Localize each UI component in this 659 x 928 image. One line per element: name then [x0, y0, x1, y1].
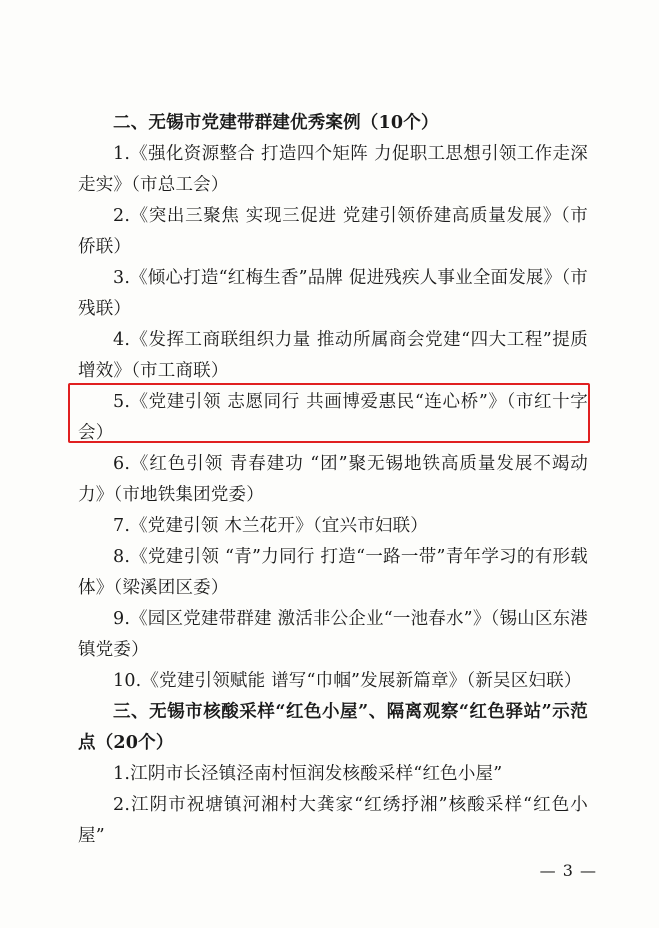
- document-body: [78, 108, 588, 852]
- list-item-2-1: 1.《强化资源整合 打造四个矩阵 力促职工思想引领工作走深走实》（市总工会）: [78, 144, 588, 195]
- list-item-2-9: 9.《园区党建带群建 激活非公企业“一池春水”》（锡山区东港镇党委）: [78, 609, 588, 660]
- list-item-2-2: 2.《突出三聚焦 实现三促进 党建引领侨建高质量发展》（市侨联）: [78, 206, 588, 257]
- list-item-2-4: 4.《发挥工商联组织力量 推动所属商会党建“四大工程”提质增效》（市工商联）: [78, 330, 588, 381]
- list-item-2-3: 3.《倾心打造“红梅生香”品牌 促进残疾人事业全面发展》（市残联）: [78, 268, 588, 319]
- list-item-2-10: 10.《党建引领赋能 谱写“巾帼”发展新篇章》（新吴区妇联）: [113, 671, 582, 691]
- section-heading-three: 三、无锡市核酸采样“红色小屋”、隔离观察“红色驿站”示范点（20个）: [78, 702, 588, 753]
- highlighted-entry: [78, 387, 588, 449]
- list-item-3-1: 1.江阴市长泾镇泾南村恒润发核酸采样“红色小屋”: [113, 764, 503, 784]
- page-number: — 3 —: [539, 861, 597, 880]
- section-heading-two: 二、无锡市党建带群建优秀案例（10个）: [113, 113, 439, 133]
- list-item-3-2: 2.江阴市祝塘镇河湘村大龚家“红绣抒湘”核酸采样“红色小屋”: [78, 795, 588, 846]
- list-item-2-5: 5.《党建引领 志愿同行 共画博爱惠民“连心桥”》（市红十字会）: [78, 392, 588, 443]
- list-item-2-7: 7.《党建引领 木兰花开》（宜兴市妇联）: [113, 516, 429, 536]
- list-item-2-6: 6.《红色引领 青春建功 “团”聚无锡地铁高质量发展不竭动力》（市地铁集团党委）: [78, 454, 588, 505]
- list-item-2-8: 8.《党建引领 “青”力同行 打造“一路一带”青年学习的有形载体》（梁溪团区委）: [78, 547, 588, 598]
